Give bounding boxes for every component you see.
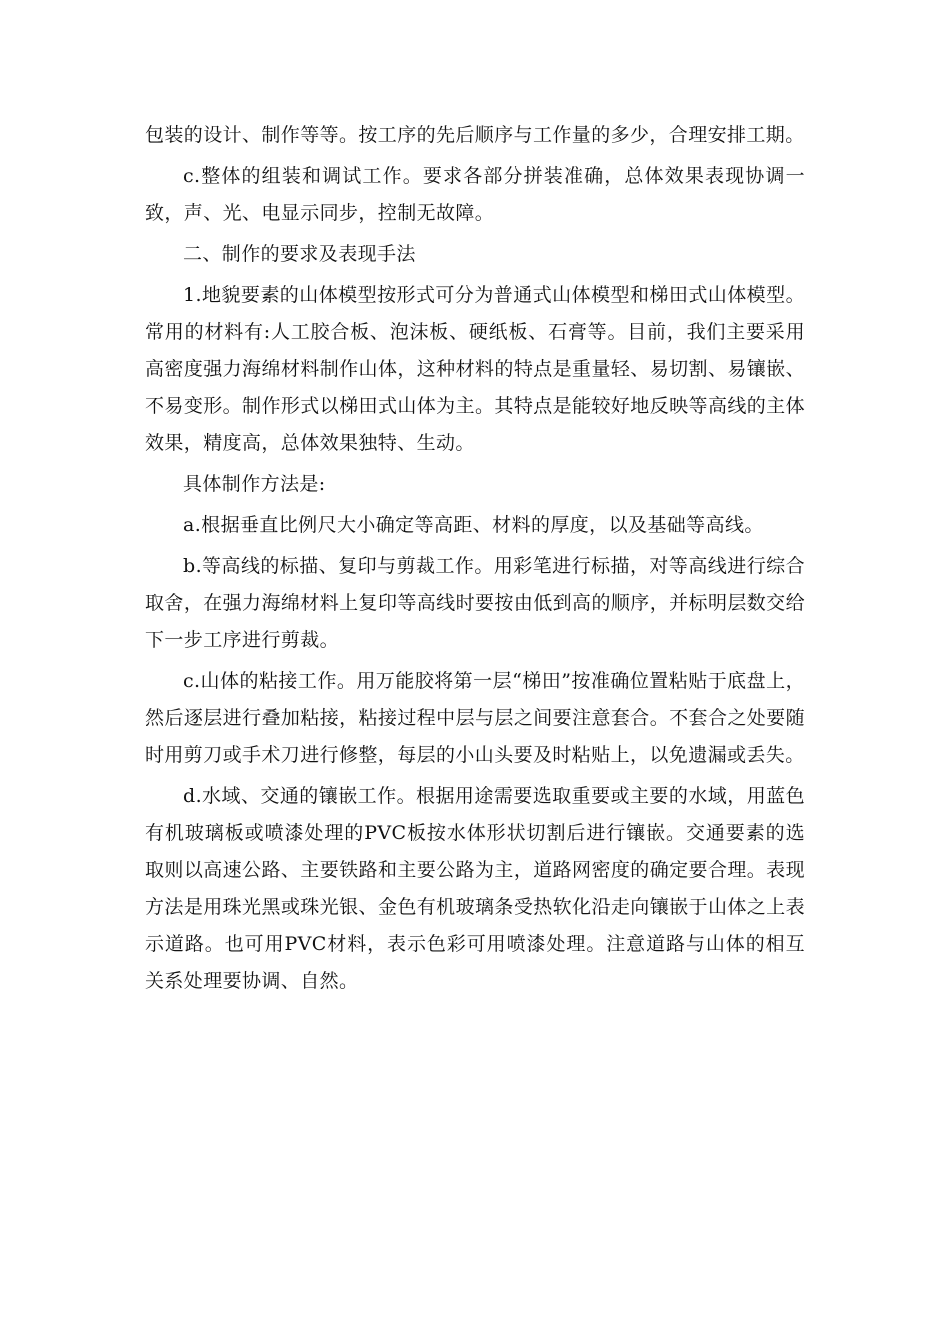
paragraph-step-b: b.等高线的标描、复印与剪裁工作。用彩笔进行标描，对等高线进行综合取舍，在强力海绵材料上复印等高线时要按由低到高的顺序，并标明层数交给下一步工序进行剪裁。 bbox=[145, 555, 805, 651]
document-body bbox=[145, 117, 805, 1004]
paragraph-mountain-model: 1.地貌要素的山体模型按形式可分为普通式山体模型和梯田式山体模型。常用的材料有:人工胶合板、泡沫板、硬纸板、石膏等。目前，我们主要采用高密度强力海绵材料制作山体，这种材料的特点是重量轻、易切割、易镶嵌、不易变形。制作形式以梯田式山体为主。其特点是能较好地反映等高线的主体效果，精度高，总体效果独特、生动。 bbox=[145, 284, 805, 454]
paragraph-method-intro: 具体制作方法是: bbox=[183, 473, 326, 495]
paragraph-continuation: 包装的设计、制作等等。按工序的先后顺序与工作量的多少，合理安排工期。 bbox=[145, 124, 805, 146]
section-heading: 二、制作的要求及表现手法 bbox=[183, 243, 416, 265]
paragraph-step-d: d.水域、交通的镶嵌工作。根据用途需要选取重要或主要的水域，用蓝色有机玻璃板或喷漆处理的PVC板按水体形状切割后进行镶嵌。交通要素的选取则以高速公路、主要铁路和主要公路为主，道路网密度的确定要合理。表现方法是用珠光黑或珠光银、金色有机玻璃条受热软化沿走向镶嵌于山体之上表示道路。也可用PVC材料，表示色彩可用喷漆处理。注意道路与山体的相互关系处理要协调、自然。 bbox=[145, 785, 805, 992]
paragraph-step-c-assembly: c.整体的组装和调试工作。要求各部分拼装准确，总体效果表现协调一致，声、光、电显示同步，控制无故障。 bbox=[145, 165, 805, 224]
paragraph-step-a: a.根据垂直比例尺大小确定等高距、材料的厚度，以及基础等高线。 bbox=[183, 514, 764, 536]
paragraph-step-c-bonding: c.山体的粘接工作。用万能胶将第一层“梯田”按准确位置粘贴于底盘上，然后逐层进行叠加粘接，粘接过程中层与层之间要注意套合。不套合之处要随时用剪刀或手术刀进行修整，每层的小山头要及时粘贴上，以免遗漏或丢失。 bbox=[145, 670, 805, 766]
